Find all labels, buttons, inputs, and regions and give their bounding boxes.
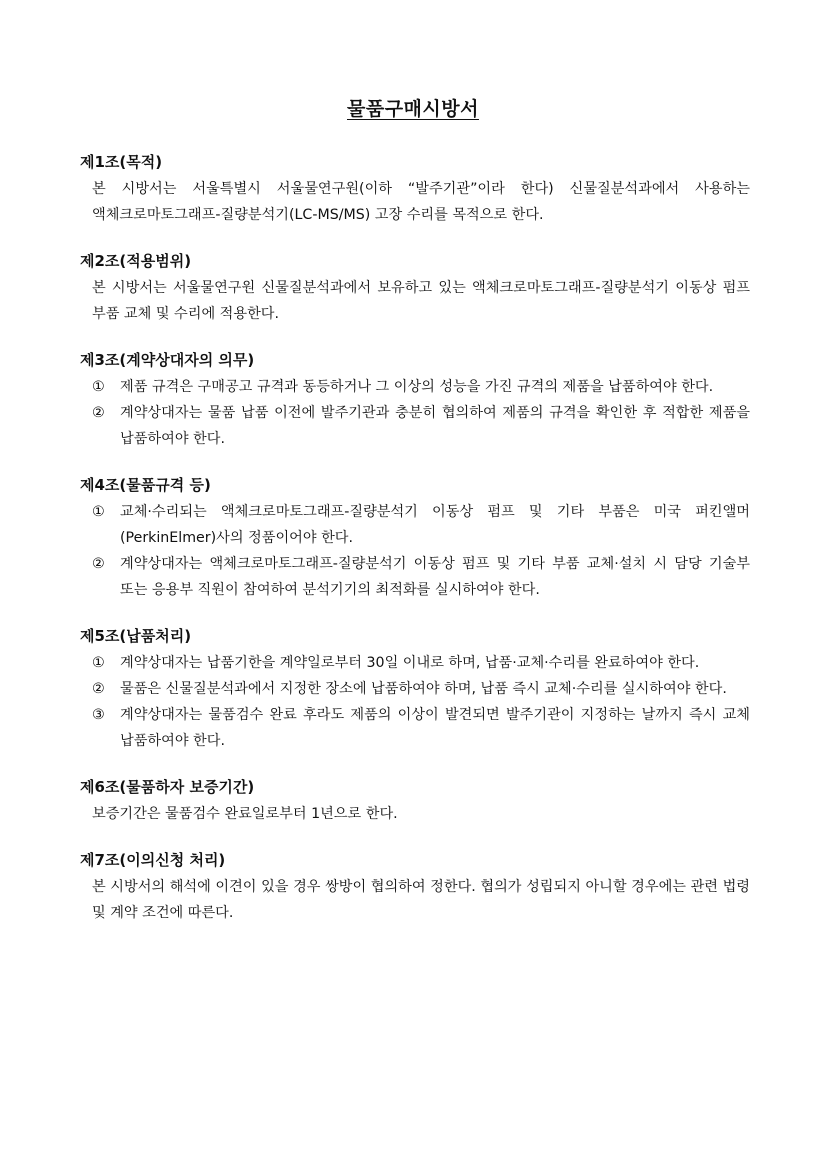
- article-body: 본 시방서의 해석에 이견이 있을 경우 쌍방이 협의하여 정한다. 협의가 성립되지 아니할 경우에는 관련 법령 및 계약 조건에 따른다.: [92, 879, 750, 921]
- clause-text: 계약상대자는 액체크로마토그래프-질량분석기 이동상 펌프 및 기타 부품 교체·설치 시 담당 기술부 또는 응용부 직원이 참여하여 분석기기의 최적화를 실시하여야 한다.: [120, 556, 750, 598]
- clause-item: [80, 650, 750, 676]
- clause-item: [80, 374, 750, 400]
- clause-number: ②: [92, 556, 105, 572]
- document-title: 물품구매시방서: [347, 98, 479, 120]
- clause-item: [80, 400, 750, 452]
- article-heading: 제4조(물품규격 등): [80, 476, 211, 494]
- article-body: 본 시방서는 서울특별시 서울물연구원(이하 “발주기관”이라 한다) 신물질분석과에서 사용하는 액체크로마토그래프-질량분석기(LC-MS/MS) 고장 수리를 목적으로 한다.: [92, 181, 750, 223]
- clause-text: 계약상대자는 물품검수 완료 후라도 제품의 이상이 발견되면 발주기관이 지정하는 날까지 즉시 교체 납품하여야 한다.: [120, 707, 750, 749]
- clause-item: [80, 499, 750, 551]
- clause-number: ①: [92, 655, 105, 671]
- article-5: [80, 624, 750, 754]
- clause-text: 물품은 신물질분석과에서 지정한 장소에 납품하여야 하며, 납품 즉시 교체·수리를 실시하여야 한다.: [120, 681, 727, 697]
- clause-text: 계약상대자는 물품 납품 이전에 발주기관과 충분히 협의하여 제품의 규격을 확인한 후 적합한 제품을 납품하여야 한다.: [120, 405, 750, 447]
- clause-item: [80, 702, 750, 754]
- article-heading: 제2조(적용범위): [80, 252, 192, 270]
- article-heading: 제7조(이의신청 처리): [80, 851, 226, 869]
- clause-number: ②: [92, 405, 105, 421]
- clause-number: ③: [92, 707, 105, 723]
- article-1: [80, 150, 750, 228]
- article-4: [80, 473, 750, 603]
- clause-number: ②: [92, 681, 105, 697]
- clause-item: [80, 676, 750, 702]
- clause-number: ①: [92, 504, 105, 520]
- clause-text: 제품 규격은 구매공고 규격과 동등하거나 그 이상의 성능을 가진 규격의 제품을 납품하여야 한다.: [120, 379, 714, 395]
- document-body: [80, 150, 750, 947]
- clause-text: 교체·수리되는 액체크로마토그래프-질량분석기 이동상 펌프 및 기타 부품은 미국 퍼킨앨머(PerkinElmer)사의 정품이어야 한다.: [120, 504, 750, 546]
- article-2: [80, 249, 750, 327]
- clause-item: [80, 551, 750, 603]
- article-heading: 제3조(계약상대자의 의무): [80, 351, 255, 369]
- article-7: [80, 848, 750, 926]
- article-6: [80, 775, 750, 827]
- clause-number: ①: [92, 379, 105, 395]
- clause-text: 계약상대자는 납품기한을 계약일로부터 30일 이내로 하며, 납품·교체·수리를 완료하여야 한다.: [120, 655, 700, 671]
- article-body: 보증기간은 물품검수 완료일로부터 1년으로 한다.: [92, 806, 398, 822]
- article-body: 본 시방서는 서울물연구원 신물질분석과에서 보유하고 있는 액체크로마토그래프-질량분석기 이동상 펌프 부품 교체 및 수리에 적용한다.: [92, 280, 750, 322]
- article-heading: 제5조(납품처리): [80, 627, 192, 645]
- article-heading: 제6조(물품하자 보증기간): [80, 778, 255, 796]
- article-3: [80, 348, 750, 452]
- article-heading: 제1조(목적): [80, 153, 163, 171]
